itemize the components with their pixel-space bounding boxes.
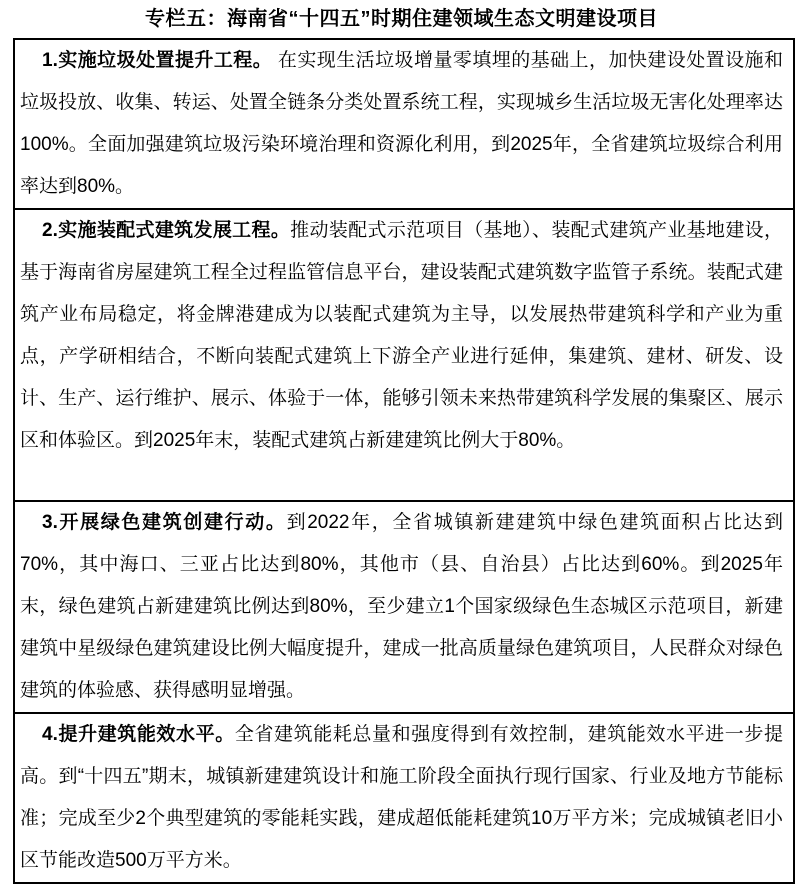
section-paragraph — [20, 502, 783, 712]
section-paragraph — [20, 40, 783, 208]
section-body: 到2022年，全省城镇新建建筑中绿色建筑面积占比达到70%，其中海口、三亚占比达到80%，其他市（县、自治县）占比达到60%。到2025年末，绿色建筑占新建建筑比例达到80%，至少建立1个国家级绿色生态城区示范项目，新建建筑中星级绿色建筑建设比例大幅度提升，建成一批高质量绿色建筑项目，人民群众对绿色建筑的体验感、获得感明显增强。 — [20, 512, 783, 701]
section-heading: 2.实施装配式建筑发展工程。 — [42, 220, 291, 241]
section-waste-disposal — [15, 40, 793, 210]
project-panel — [13, 38, 795, 884]
section-paragraph — [20, 210, 783, 462]
section-prefabricated-buildings — [15, 210, 793, 502]
section-body: 全省建筑能耗总量和强度得到有效控制，建筑能效水平进一步提高。到“十四五”期末，城镇新建建筑设计和施工阶段全面执行现行国家、行业及地方节能标准；完成至少2个典型建筑的零能耗实践，建成超低能耗建筑10万平方米；完成城镇老旧小区节能改造500万平方米。 — [20, 724, 783, 871]
section-body: 推动装配式示范项目（基地）、装配式建筑产业基地建设，基于海南省房屋建筑工程全过程监管信息平台，建设装配式建筑数字监管子系统。装配式建筑产业布局稳定，将金牌港建成为以装配式建筑为主导，以发展热带建筑科学和产业为重点，产学研相结合，不断向装配式建筑上下游全产业进行延伸，集建筑、建材、研发、设计、生产、运行维护、展示、体验于一体，能够引领未来热带建筑科学发展的集聚区、展示区和体验区。到2025年末，装配式建筑占新建建筑比例大于80%。 — [20, 220, 783, 451]
page-title: 专栏五：海南省“十四五”时期住建领域生态文明建设项目 — [145, 8, 658, 30]
section-heading: 4.提升建筑能效水平。 — [42, 724, 235, 745]
section-heading: 1.实施垃圾处置提升工程。 — [42, 50, 273, 71]
section-green-buildings — [15, 502, 793, 714]
section-paragraph — [20, 714, 783, 882]
section-energy-efficiency — [15, 714, 793, 882]
section-heading: 3.开展绿色建筑创建行动。 — [42, 512, 287, 533]
section-body: 在实现生活垃圾增量零填埋的基础上，加快建设处置设施和垃圾投放、收集、转运、处置全链条分类处置系统工程，实现城乡生活垃圾无害化处理率达100%。全面加强建筑垃圾污染环境治理和资源化利用，到2025年，全省建筑垃圾综合利用率达到80%。 — [20, 50, 783, 197]
